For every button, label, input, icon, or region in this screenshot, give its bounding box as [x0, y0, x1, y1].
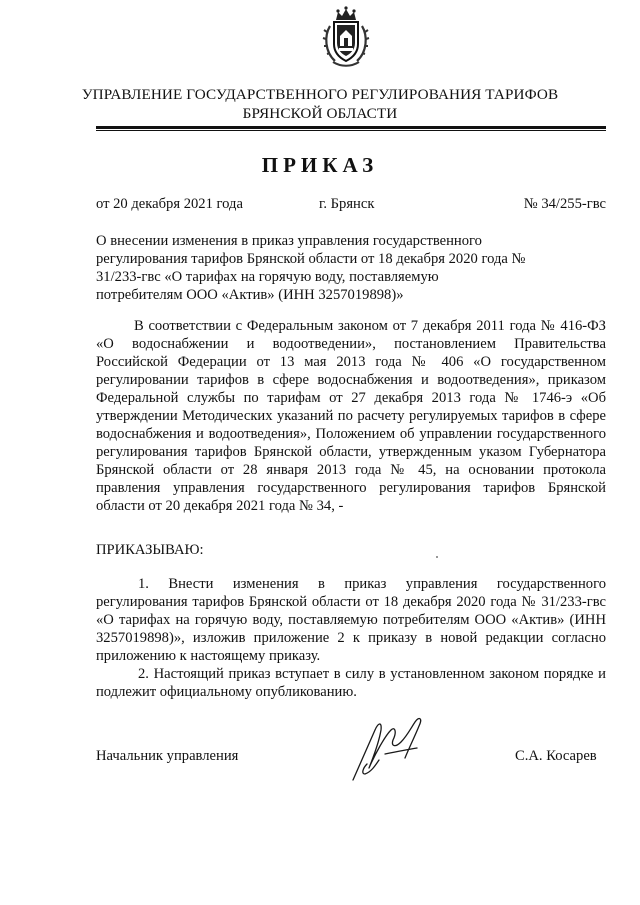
header-rule-thin	[96, 130, 606, 131]
scan-speck	[436, 556, 438, 558]
order-item-2: 2. Настоящий приказ вступает в силу в установленном законом порядке и подлежит официальному опубликованию.	[96, 666, 606, 700]
document-number: № 34/255-гвс	[523, 196, 606, 212]
organization-name-line1: УПРАВЛЕНИЕ ГОСУДАРСТВЕННОГО РЕГУЛИРОВАНИЯ ТАРИФОВ	[81, 86, 559, 103]
order-item-1: 1. Внести изменения в приказ управления государственного регулирования тарифов Брянской области от 18 декабря 2020 года № 31/233-гвс «О тарифах на горячую воду, поставляемую потребителям ООО «Актив» (ИНН 3257019898)», изложив приложение 2 к приказу в новой редакции согласно приложению к настоящему приказу.	[96, 576, 606, 664]
signatory-position: Начальник управления	[96, 748, 239, 764]
document-subject: О внесении изменения в приказ управления государственного регулирования тарифов Брянской области от 18 декабря 2020 года № 31/233-гвс «О тарифах на горячую воду, поставляемую потребителям ООО «Актив» (ИНН 3257019898)»	[96, 233, 526, 303]
organization-name-line2: БРЯНСКОЙ ОБЛАСТИ	[242, 105, 398, 122]
document-date: от 20 декабря 2021 года	[96, 196, 243, 212]
order-items	[96, 575, 606, 701]
handwritten-signature	[345, 708, 435, 788]
document-title: ПРИКАЗ	[261, 153, 379, 177]
header-rule-thick	[96, 126, 606, 129]
preamble-paragraph: В соответствии с Федеральным законом от 7 декабря 2011 года № 416-ФЗ «О водоснабжении и водоотведении», постановлением Правительства Российской Федерации от 13 мая 2013 года № 406 «О государственном регулировании тарифов в сфере водоснабжения и водоотведения», приказом Федеральной службы по тарифам от 27 декабря 2013 года № 1746-э «Об утверждении Методических указаний по расчету регулируемых тарифов в сфере водоснабжения и водоотведения», Положением об управлении государственного регулирования тарифов Брянской области, утвержденным указом Губернатора Брянской области от 28 января 2013 года № 45, на основании протокола правления управления государственного регулирования тарифов Брянской области от 20 декабря 2021 года № 34, -	[96, 318, 606, 514]
coat-of-arms-icon	[321, 6, 371, 68]
signatory-name: С.А. Косарев	[515, 748, 597, 764]
document-city: г. Брянск	[319, 196, 375, 212]
order-word: ПРИКАЗЫВАЮ:	[96, 542, 204, 558]
